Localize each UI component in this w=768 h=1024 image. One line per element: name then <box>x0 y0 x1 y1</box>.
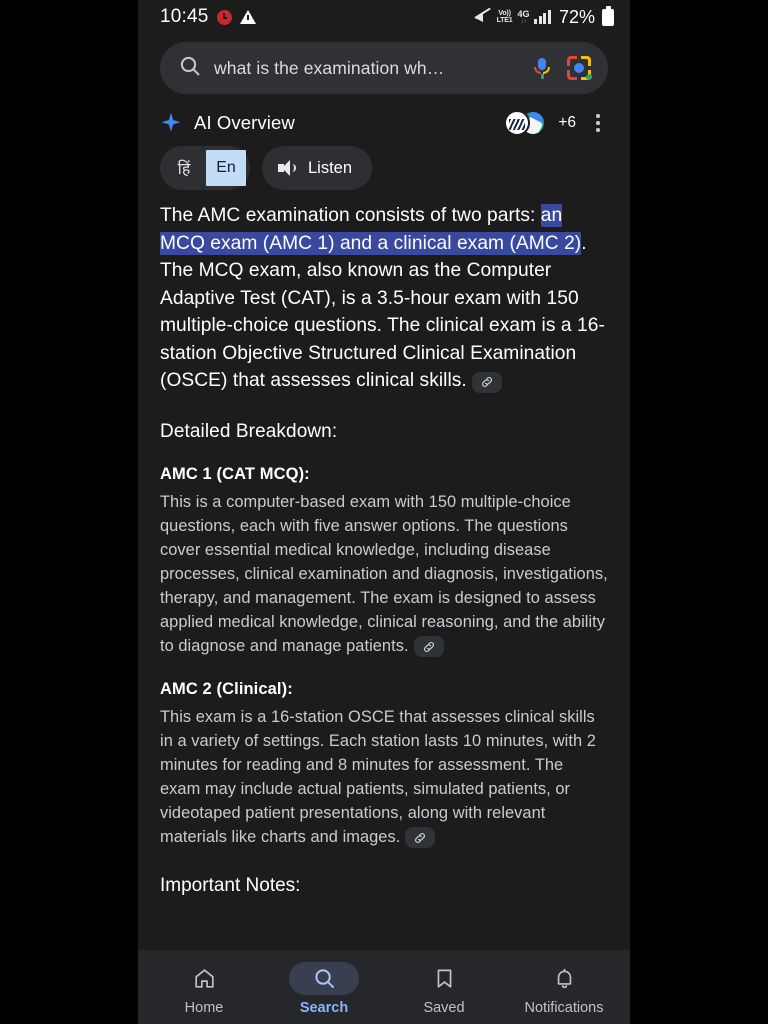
mute-icon <box>475 10 492 25</box>
search-bar-container <box>138 34 630 104</box>
section-heading-detailed-breakdown: Detailed Breakdown: <box>160 420 338 442</box>
nav-label-saved: Saved <box>423 1000 465 1016</box>
subheading-amc1: AMC 1 (CAT MCQ): <box>160 464 310 483</box>
nav-item-notifications[interactable] <box>505 962 623 1016</box>
more-options-icon[interactable] <box>588 112 608 134</box>
bell-icon <box>529 962 599 995</box>
language-toggle[interactable] <box>160 146 250 190</box>
bookmark-icon <box>409 962 479 995</box>
status-bar-left <box>160 6 256 28</box>
paragraph-amc2 <box>160 705 608 849</box>
search-bar[interactable] <box>160 42 608 94</box>
signal-strength-icon <box>534 10 551 24</box>
network-type-indicator: 4G ↓↑ <box>517 8 530 25</box>
search-icon <box>178 54 202 83</box>
volte-indicator: Vo)) LTE1 <box>496 10 513 24</box>
nav-label-notifications: Notifications <box>524 1000 604 1016</box>
battery-percent: 72% <box>558 6 595 27</box>
status-bar <box>138 0 630 34</box>
ai-overview-header <box>138 104 630 140</box>
link-icon[interactable] <box>405 827 435 848</box>
ai-overview-content <box>138 202 630 950</box>
bottom-navigation-bar <box>138 950 630 1024</box>
lead-text-before-selection: The AMC examination consists of two parts: <box>160 205 541 226</box>
link-icon[interactable] <box>414 636 444 657</box>
ai-overview-title: AI Overview <box>194 112 295 133</box>
source-count-badge[interactable]: +6 <box>558 114 576 131</box>
selected-text-highlight[interactable]: an MCQ exam (AMC 1) and a clinical exam (AMC 2) <box>160 205 582 254</box>
ai-overview-actions <box>504 110 608 136</box>
paragraph-amc1 <box>160 490 608 658</box>
search-input[interactable]: what is the examination wh… <box>214 57 445 78</box>
nav-label-search: Search <box>299 1000 349 1016</box>
section-heading-important-notes: Important Notes: <box>160 874 301 896</box>
lead-paragraph <box>160 202 608 395</box>
status-bar-right <box>475 7 614 28</box>
alarm-icon <box>217 10 232 25</box>
source-avatars[interactable] <box>504 110 546 136</box>
paragraph-amc2-text: This exam is a 16-station OSCE that assesses clinical skills in a variety of settings. Each station lasts 10 minutes, with 2 minutes for reading and 8 minutes for assessment. The exam may include actual patients, simulated patients, or videotaped patient presentations, along with relevant materials like charts and images. <box>160 707 596 846</box>
listen-button-label: Listen <box>308 158 353 177</box>
microphone-icon[interactable] <box>530 56 554 80</box>
battery-icon <box>602 9 614 26</box>
sparkle-icon <box>160 112 182 134</box>
search-icon <box>289 962 359 995</box>
status-time: 10:45 <box>160 6 209 27</box>
language-option-english[interactable]: En <box>206 150 246 186</box>
listen-button[interactable] <box>262 146 372 190</box>
lead-text-after-selection: . The MCQ exam, also known as the Computer Adaptive Test (CAT), is a 3.5-hour exam with 150 multiple-choice questions. The clinical exam is a 16-station Objective Structured Clinical Examination (OSCE) that assesses clinical skills. <box>160 232 605 391</box>
nav-label-home: Home <box>184 1000 224 1016</box>
warning-icon <box>240 10 256 24</box>
language-option-hindi[interactable]: हिं <box>177 161 191 178</box>
phone-screen <box>138 0 630 1024</box>
subheading-amc2: AMC 2 (Clinical): <box>160 679 293 698</box>
home-icon <box>169 962 239 995</box>
speaker-icon <box>278 159 298 177</box>
nav-item-home[interactable] <box>145 962 263 1016</box>
chips-row <box>138 140 630 202</box>
nav-item-saved[interactable] <box>385 962 503 1016</box>
link-icon[interactable] <box>472 372 502 393</box>
nav-item-search[interactable] <box>265 962 383 1016</box>
paragraph-amc1-text: This is a computer-based exam with 150 multiple-choice questions, each with five answer options. The questions cover essential medical knowledge, including disease processes, clinical examination and diagnosis, investigations, therapy, and management. The exam is designed to assess applied medical knowledge, clinical reasoning, and the ability to diagnose and manage patients. <box>160 492 608 655</box>
google-lens-icon[interactable] <box>566 55 592 81</box>
